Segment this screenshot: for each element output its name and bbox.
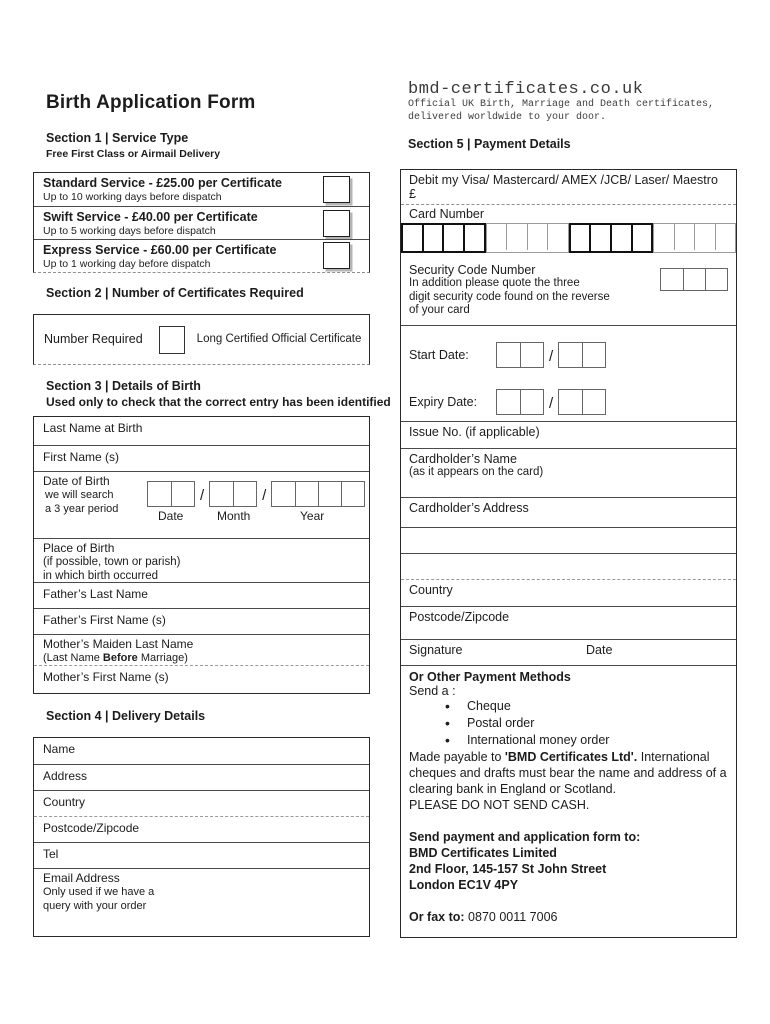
logo-domain: bmd-certificates.co.uk xyxy=(408,80,644,99)
dob-column-labels xyxy=(147,507,365,525)
section1-subheading: Free First Class or Airmail Delivery xyxy=(46,148,221,160)
send-to-heading: Send payment and application form to: xyxy=(409,830,641,844)
field-first-name[interactable]: First Name (s) xyxy=(34,445,369,471)
field-father-first-name[interactable]: Father’s First Name (s) xyxy=(34,608,369,634)
start-date-year-input[interactable] xyxy=(558,342,606,368)
card-number-input[interactable] xyxy=(401,223,736,253)
dob-slash: / xyxy=(262,486,267,504)
security-code-row: Security Code Number In addition please quote the three digit security code found on the reverse of your card xyxy=(401,252,736,325)
field-issue-no[interactable]: Issue No. (if applicable) xyxy=(401,421,736,448)
section2-heading: Section 2 | Number of Certificates Required xyxy=(46,286,304,300)
certificate-type-label: Long Certified Official Certificate xyxy=(196,333,362,345)
field-date-of-birth xyxy=(34,471,369,538)
list-item: • International money order xyxy=(409,732,728,749)
expiry-date-label: Expiry Date: xyxy=(409,395,478,409)
mother-maiden-note: (Last Name Before Marriage) xyxy=(43,652,188,664)
field-card-country[interactable]: Country xyxy=(401,579,736,606)
standard-service-checkbox[interactable] xyxy=(323,176,350,203)
start-date-month-input[interactable] xyxy=(496,342,544,368)
service-type-box xyxy=(33,172,370,273)
field-postcode[interactable]: Postcode/Zipcode xyxy=(34,816,369,842)
page-title: Birth Application Form xyxy=(46,92,256,113)
service-option-title: Express Service - £60.00 per Certificate xyxy=(43,243,277,257)
debit-line-1: Debit my Visa/ Mastercard/ AMEX /JCB/ Laser/ Maestro xyxy=(409,173,718,187)
send-a-label: Send a : xyxy=(409,684,456,698)
dob-col-date: Date xyxy=(158,509,184,523)
company-street: 2nd Floor, 145-157 St John Street xyxy=(409,862,607,876)
express-service-checkbox[interactable] xyxy=(323,242,350,269)
field-cardholder-name[interactable]: Cardholder’s Name (as it appears on the card) xyxy=(401,448,736,497)
details-of-birth-table xyxy=(33,416,370,694)
dob-note-1: we will search xyxy=(45,489,114,501)
field-mother-maiden-name[interactable]: Mother’s Maiden Last Name (Last Name Before Marriage) xyxy=(34,634,369,665)
dob-year-input[interactable] xyxy=(271,481,365,507)
field-mother-first-name[interactable]: Mother’s First Name (s) xyxy=(34,665,369,693)
section3-subheading: Used only to check that the correct entry has been identified xyxy=(46,395,391,409)
list-item: • Postal order xyxy=(409,715,728,732)
payment-details-box xyxy=(400,169,737,938)
field-tel[interactable]: Tel xyxy=(34,842,369,868)
expiry-date-year-input[interactable] xyxy=(558,389,606,415)
debit-amount-field[interactable]: £ xyxy=(409,187,416,201)
logo-tagline-1: Official UK Birth, Marriage and Death certificates, xyxy=(408,99,715,110)
number-required-input[interactable] xyxy=(159,326,185,354)
section4-heading: Section 4 | Delivery Details xyxy=(46,709,206,723)
swift-service-checkbox[interactable] xyxy=(323,210,350,237)
service-option-express xyxy=(34,239,369,272)
service-option-title: Swift Service - £40.00 per Certificate xyxy=(43,210,258,224)
field-cardholder-address[interactable]: Cardholder’s Address xyxy=(401,497,736,527)
section5-heading: Section 5 | Payment Details xyxy=(408,137,571,151)
dob-slash: / xyxy=(200,486,205,504)
fax-line: Or fax to: 0870 0011 7006 xyxy=(409,910,558,924)
other-payment-heading: Or Other Payment Methods xyxy=(409,670,571,684)
payable-paragraph: Made payable to 'BMD Certificates Ltd'. International cheques and drafts must bear the name and address of a clearing bank in England or Scotland. xyxy=(409,750,727,796)
field-address-line-2[interactable] xyxy=(401,527,736,553)
start-date-line: Start Date: / xyxy=(409,342,728,368)
expiry-date-line: Expiry Date: / xyxy=(409,389,728,415)
company-name: BMD Certificates Limited xyxy=(409,846,557,860)
dob-month-input[interactable] xyxy=(209,481,257,507)
field-address[interactable]: Address xyxy=(34,764,369,790)
field-name[interactable]: Name xyxy=(43,742,76,756)
company-city: London EC1V 4PY xyxy=(409,878,519,892)
field-email[interactable]: Email Address Only used if we have a query with your order xyxy=(34,868,369,936)
card-number-row xyxy=(401,205,736,252)
fax-number: 0870 0011 7006 xyxy=(464,910,558,924)
service-option-swift xyxy=(34,206,369,239)
no-cash-warning: PLEASE DO NOT SEND CASH. xyxy=(409,798,590,812)
date-label: Date xyxy=(586,643,613,657)
security-code-label: Security Code Number xyxy=(409,263,536,277)
service-option-title: Standard Service - £25.00 per Certificate xyxy=(43,176,283,190)
field-last-name-at-birth[interactable]: Last Name at Birth xyxy=(43,421,143,435)
field-address-line-3[interactable] xyxy=(401,553,736,579)
expiry-date-month-input[interactable] xyxy=(496,389,544,415)
logo-tagline-2: delivered worldwide to your door. xyxy=(408,111,607,123)
field-signature-date[interactable]: Signature Date xyxy=(401,639,736,665)
logo xyxy=(408,80,714,124)
field-place-of-birth[interactable]: Place of Birth (if possible, town or parish) in which birth occurred xyxy=(34,538,369,582)
field-country[interactable]: Country xyxy=(34,790,369,816)
service-option-desc: Up to 5 working days before dispatch xyxy=(43,225,216,237)
number-required-label: Number Required xyxy=(44,332,143,346)
start-expiry-row xyxy=(401,325,736,421)
debit-card-types-row xyxy=(401,170,736,205)
section3-heading: Section 3 | Details of Birth xyxy=(46,379,201,393)
dob-col-year: Year xyxy=(300,509,325,523)
card-number-label: Card Number xyxy=(409,207,485,221)
service-option-desc: Up to 1 working day before dispatch xyxy=(43,258,211,270)
section1-heading: Section 1 | Service Type xyxy=(46,131,189,145)
dob-day-input[interactable] xyxy=(147,481,195,507)
payment-methods-list xyxy=(409,698,728,749)
security-code-input[interactable] xyxy=(660,268,728,291)
start-date-label: Start Date: xyxy=(409,348,469,362)
dob-col-month: Month xyxy=(217,509,251,523)
field-father-last-name[interactable]: Father’s Last Name xyxy=(34,582,369,608)
other-payment-methods xyxy=(401,665,736,938)
dob-label: Date of Birth xyxy=(43,474,110,488)
certificates-required-box xyxy=(33,314,370,365)
service-option-standard xyxy=(34,173,369,206)
dob-note-2: a 3 year period xyxy=(45,502,119,515)
service-option-desc: Up to 10 working days before dispatch xyxy=(43,191,222,203)
delivery-details-table xyxy=(33,737,370,937)
field-card-postcode[interactable]: Postcode/Zipcode xyxy=(401,606,736,639)
list-item: • Cheque xyxy=(409,698,728,715)
